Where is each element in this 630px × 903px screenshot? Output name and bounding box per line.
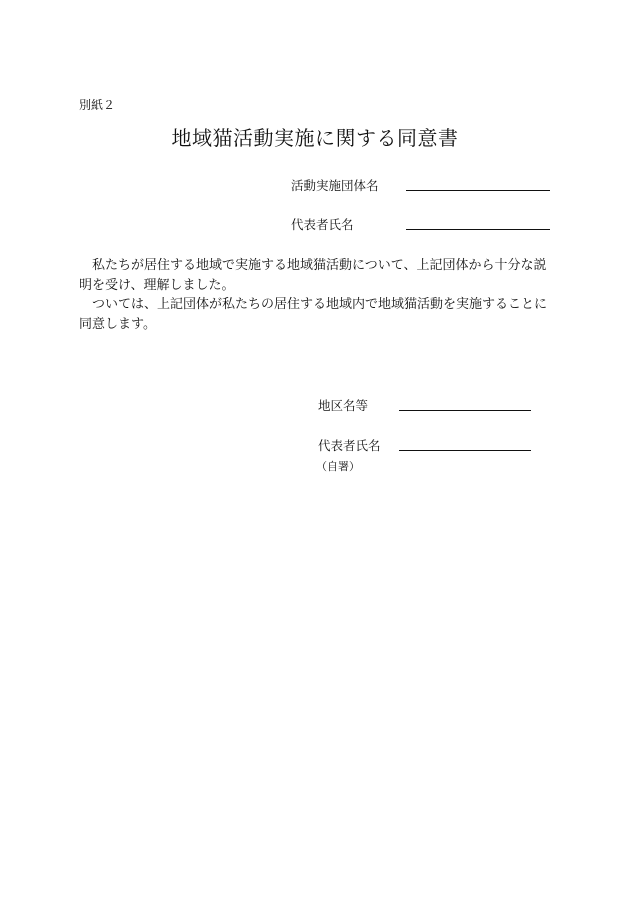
statement-paragraph-1: 私たちが居住する地域で実施する地域猫活動について、上記団体から十分な説明を受け、理解しました。 — [79, 258, 547, 293]
applicant-representative-blank-line[interactable] — [406, 229, 550, 230]
district-blank-line[interactable] — [399, 410, 531, 411]
consent-representative-label: 代表者氏名 — [318, 438, 381, 453]
org-name-blank-line[interactable] — [406, 190, 550, 191]
consent-representative-blank-line[interactable] — [399, 450, 531, 451]
consent-statement — [79, 256, 553, 334]
statement-paragraph-2: ついては、上記団体が私たちの居住する地域内で地域猫活動を実施することに同意します。 — [79, 297, 548, 332]
document-title: 地域猫活動実施に関する同意書 — [171, 126, 459, 150]
org-name-label: 活動実施団体名 — [291, 178, 379, 193]
annex-label: 別紙２ — [79, 98, 116, 112]
district-label: 地区名等 — [318, 398, 369, 413]
applicant-representative-label: 代表者氏名 — [291, 217, 354, 232]
signature-note: （自署） — [316, 460, 360, 473]
